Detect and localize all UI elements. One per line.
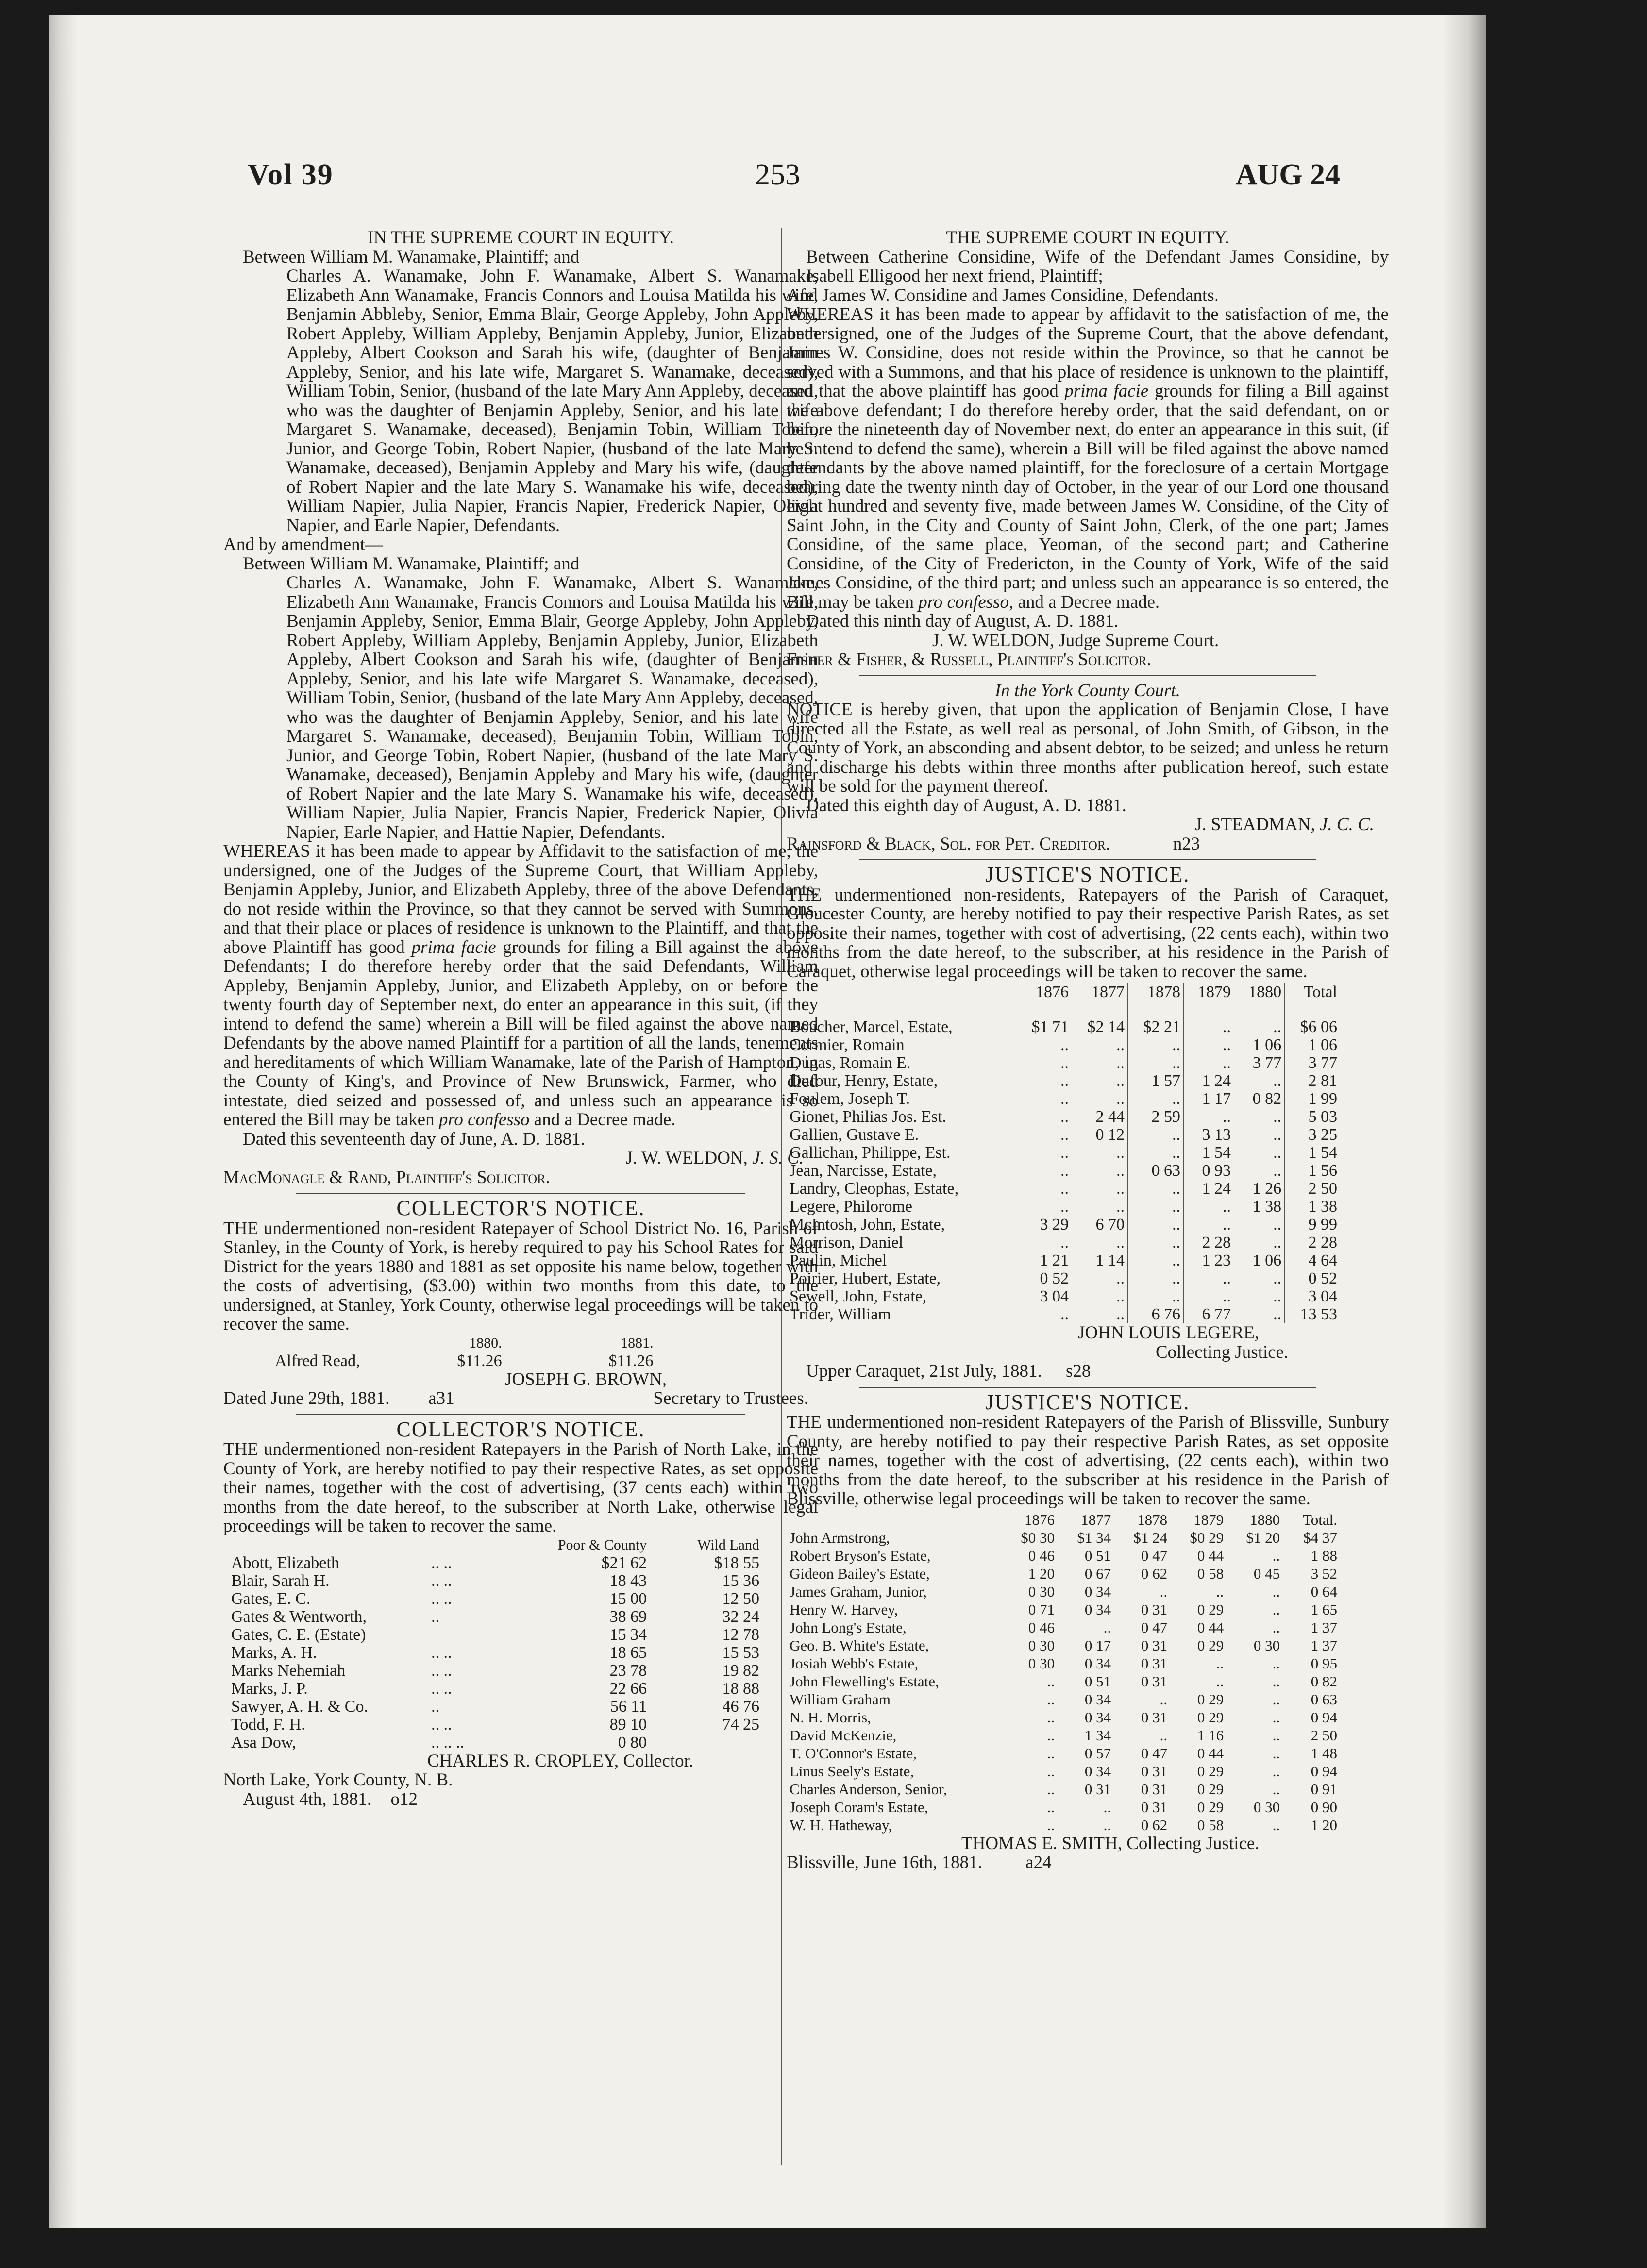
section-rule <box>859 859 1316 860</box>
rates-table <box>228 1536 762 1751</box>
and-line: And James W. Considine and James Considine, Defendants. <box>787 285 1219 305</box>
table-row: Joseph Coram's Estate, .. .. 0 31 0 29 0 30 0 90 <box>790 1798 1337 1816</box>
north-lake-collector-notice <box>223 1417 818 1809</box>
judge-signature: J. W. WELDON, Judge Supreme Court. <box>932 630 1219 650</box>
notice-body: THE undermentioned non-resident Ratepayers of the Parish of Blissville, Sunbury County, are hereby notified to pay their respective Parish Rates, as set opposite their names, together with the cost of advertising, (22 cents each), within two months from the date hereof, to the subscriber at his residence in the Parish of Blissville, otherwise legal proceedings will be taken to recover the same. <box>787 1412 1389 1509</box>
notice-title: COLLECTOR'S NOTICE. <box>396 1196 645 1220</box>
notice-body: NOTICE is hereby given, that upon the application of Benjamin Close, I have directed all the Estate, as well real as personal, of John Smith, of Gibson, in the County of York, an absconding and absent debtor, to be seized; and unless he return and discharge his debts within three months after publication hereof, such estate will be sold for the payment thereof. <box>787 700 1389 796</box>
page-number: 253 <box>755 158 800 191</box>
table-row: Josiah Webb's Estate, 0 30 0 34 0 31 .. .. 0 95 <box>790 1654 1337 1672</box>
table-row: John Long's Estate, 0 46 .. 0 47 0 44 .. 1 37 <box>790 1618 1337 1636</box>
table-row: Gallichan, Philippe, Est. .. .. .. 1 54 .. 1 54 <box>787 1144 1340 1162</box>
school-rates-table <box>272 1334 656 1370</box>
table-row: Alfred Read, $11.26 $11.26 <box>275 1351 654 1370</box>
dated-line: Dated this eighth day of August, A. D. 1881. <box>806 795 1126 816</box>
table-row: Dufour, Henry, Estate, .. .. 1 57 1 24 .. 2 81 <box>787 1072 1340 1090</box>
year-header: 1881. <box>621 1334 654 1351</box>
dated-line: Dated this seventeenth day of June, A. D. 1881. <box>243 1129 585 1149</box>
column-header: Wild Land <box>697 1536 759 1553</box>
table-row: Marks, A. H. .. .. 18 65 15 53 <box>231 1643 759 1662</box>
table-row: W. H. Hatheway, .. .. 0 62 0 58 .. 1 20 <box>790 1816 1337 1834</box>
table-row: Blair, Sarah H. .. .. 18 43 15 36 <box>231 1571 759 1590</box>
between-line: Between Catherine Considine, Wife of the Defendant James Considine, by Isabell Elligood her next friend, Plaintiff; <box>806 247 1389 286</box>
table-row: Geo. B. White's Estate, 0 30 0 17 0 31 0 29 0 30 1 37 <box>790 1636 1337 1654</box>
table-row: James Graham, Junior, 0 30 0 34 .. .. .. 0 64 <box>790 1583 1337 1600</box>
left-column <box>223 228 818 1809</box>
notice-body: WHEREAS it has been made to appear by Affidavit to the satisfaction of me, the undersigned, one of the Judges of the Supreme Court, that William Appleby, Benjamin Appleby, Junior, and Elizabeth Appleby, three of the above Defendants, do not reside within the Province, so that they cannot be served with Summons, and that their place or places of residence is unknown to the Plaintiff, and that the above Plaintiff has good prima facie grounds for filing a Bill against the above Defendants; I do therefore hereby order that the said Defendants, William Appleby, Benjamin Appleby, Junior, and Elizabeth Appleby, on or before the twenty fourth day of September next, do enter an appearance in this suit, (if they intend to defend the same) wherein a Bill will be filed against the above named Defendants by the above named Plaintiff for a partition of all the lands, tenements and hereditaments of which William Wanamake, late of the Parish of Hampton, in the County of King's, and Province of New Brunswick, Farmer, who died intestate, died seized and possessed of, and unless such an appearance is so entered the Bill may be taken pro confesso and a Decree made. <box>223 841 819 1130</box>
dated-line: August 4th, 1881. o12 <box>243 1789 418 1809</box>
notice-title: IN THE SUPREME COURT IN EQUITY. <box>368 228 674 248</box>
section-rule <box>296 1414 745 1415</box>
table-row: Henry W. Harvey, 0 71 0 34 0 31 0 29 .. 1 65 <box>790 1601 1337 1618</box>
table-row: John Flewelling's Estate, .. 0 51 0 31 .. .. 0 82 <box>790 1672 1337 1690</box>
table-row: Boucher, Marcel, Estate, $1 71 $2 14 $2 21 .. .. $6 06 <box>787 1018 1340 1036</box>
table-row: Poirier, Hubert, Estate, 0 52 .. .. .. .. 0 52 <box>787 1269 1340 1287</box>
table-row: Gideon Bailey's Estate, 1 20 0 67 0 62 0 58 0 45 3 52 <box>790 1565 1337 1582</box>
notice-title: In the York County Court. <box>994 680 1180 700</box>
table-row: Sawyer, A. H. & Co. .. 56 11 46 76 <box>231 1697 759 1716</box>
table-row: Gates & Wentworth, .. 38 69 32 24 <box>231 1607 759 1626</box>
table-row: John Armstrong, $0 30 $1 34 $1 24 $0 29 $1 20 $4 37 <box>790 1529 1337 1546</box>
table-row: Dugas, Romain E. .. .. .. .. 3 77 3 77 <box>787 1054 1340 1072</box>
section-rule <box>296 1193 745 1194</box>
solicitor-line: MacMonagle & Rand, Plaintiff's Solicitor. <box>223 1167 550 1187</box>
volume-label: Vol 39 <box>248 158 334 191</box>
signer: JOHN LOUIS LEGERE, <box>1078 1323 1260 1343</box>
section-rule <box>859 675 1316 676</box>
signer-role: Collecting Justice. <box>1156 1342 1289 1362</box>
table-row: N. H. Morris, .. 0 34 0 31 0 29 .. 0 94 <box>790 1708 1337 1726</box>
notice-body: THE undermentioned non-resident Ratepayer of School District No. 16, Parish of Stanley, in the County of York, is hereby required to pay his School Rates for said District for the years 1880 and 1881 as set opposite his name below, together with the costs of advertising, ($3.00) within two months from this date, to the undersigned, at Stanley, York County, otherwise legal proceedings will be taken to recover the same. <box>223 1218 818 1334</box>
notice-body: THE undermentioned non-residents, Ratepayers of the Parish of Caraquet, Gloucester County, are hereby notified to pay their respective Parish Rates, as set opposite their names, together with cost of advertising, (22 cents each), within two months from the date hereof, to the subscriber, at his residence in the Parish of Caraquet, otherwise legal proceedings will be taken to recover the same. <box>787 884 1389 982</box>
york-county-court-notice <box>787 681 1389 854</box>
supreme-court-notice <box>223 228 818 1187</box>
table-row: Gates, C. E. (Estate) 15 34 12 78 <box>231 1625 759 1644</box>
considine-court-notice <box>787 228 1389 669</box>
table-row: T. O'Connor's Estate, .. 0 57 0 47 0 44 .. 1 48 <box>790 1744 1337 1762</box>
between-line: Between William M. Wanamake, Plaintiff; and <box>243 247 580 267</box>
table-row: Landry, Cleophas, Estate, .. .. .. 1 24 1 26 2 50 <box>787 1180 1340 1198</box>
issue-date: AUG 24 <box>1235 158 1340 191</box>
amendment-line: And by amendment— <box>223 534 383 554</box>
table-row: Legere, Philorome .. .. .. .. 1 38 1 38 <box>787 1198 1340 1216</box>
parties-list-amended: Charles A. Wanamake, John F. Wanamake, Albert S. Wanamake, Elizabeth Ann Wanamake, Francis Connors and Louisa Matilda his wife, Benjamin Appleby, Senior, Emma Blair, George Appleby, John Appleby, Robert Appleby, William Appleby, Benjamin Appleby, Junior, Elizabeth Appleby, Albert Cookson and Sarah his wife, (daughter of Benjamin Appleby, Senior, and his late wife Margaret S. Wanamake, deceased), William Tobin, Senior, (husband of the late Mary Ann Appleby, deceased, who was the daughter of Benjamin Appleby, Senior, and his late wife Margaret S. Wanamake, deceased), Benjamin Tobin, William Tobin, Junior, and George Tobin, Robert Napier, (husband of the late Mary S. Wanamake, deceased), Benjamin Appleby and Mary his wife, (daughter of Robert Napier and the late Mary S. Wanamake his wife, deceased), William Napier, Julia Napier, Francis Napier, Frederick Napier, Olivia Napier, Earle Napier, and Hattie Napier, Defendants. <box>286 573 818 842</box>
parties-list: Charles A. Wanamake, John F. Wanamake, Albert S. Wanamake, Elizabeth Ann Wanamake, Francis Connors and Louisa Matilda his wife, Benjamin Abbleby, Senior, Emma Blair, George Appleby, John Appleby, Robert Appleby, William Appleby, Benjamin Appleby, Junior, Elizabeth Appleby, Albert Cookson and Sarah his wife, (daughter of Benjamin Appleby, Senior, and his late wife, Margaret S. Wanamake, deceased), William Tobin, Senior, (husband of the late Mary Ann Appleby, deceased, who was the daughter of Benjamin Appleby, Senior, and his late wife Margaret S. Wanamake, deceased), Benjamin Tobin, William Tobin, Junior, and George Tobin, Robert Napier, (husband of the late Mary S. Wanamake, deceased), Benjamin Appleby and Mary his wife, (daughter of Robert Napier and the late Mary S. Wanamake his wife, deceased), William Napier, Julia Napier, Francis Napier, Frederick Napier, Olivia Napier, and Earle Napier, Defendants. <box>286 266 818 535</box>
table-row: Charles Anderson, Senior, .. 0 31 0 31 0 29 .. 0 91 <box>790 1780 1337 1798</box>
caraquet-justice-notice <box>787 865 1389 1381</box>
dated-line: Blissville, June 16th, 1881. a24 <box>787 1852 1052 1872</box>
table-row: Paulin, Michel 1 21 1 14 .. 1 23 1 06 4 64 <box>787 1251 1340 1269</box>
blissville-justice-notice <box>787 1390 1389 1872</box>
table-row: Abott, Elizabeth .. .. $21 62 $18 55 <box>231 1553 759 1572</box>
notice-title: COLLECTOR'S NOTICE. <box>396 1417 645 1441</box>
table-row: Jean, Narcisse, Estate, .. .. 0 63 0 93 .. 1 56 <box>787 1162 1340 1180</box>
notice-title: JUSTICE'S NOTICE. <box>985 1390 1190 1414</box>
solicitor-line: Fisher & Fisher, & Russell, Plaintiff's Solicitor. <box>787 650 1151 669</box>
place-line: North Lake, York County, N. B. <box>223 1770 453 1790</box>
judge-signature: J. W. WELDON, J. S. C. <box>625 1148 804 1168</box>
judge-signature: J. STEADMAN, J. C. C. <box>1195 815 1374 834</box>
page-header <box>248 158 1340 197</box>
signer: THOMAS E. SMITH, Collecting Justice. <box>961 1833 1260 1853</box>
table-row: Gallien, Gustave E. .. 0 12 .. 3 13 .. 3 25 <box>787 1126 1340 1144</box>
caraquet-rates-table: 1876 1877 1878 1879 1880 Total Boucher, Marcel, Estate, $1 71 $2 14 $2 21 .. .. $6 06 Cormier, Romain .. .. .. .. 1 06 1 06 Dugas, Romain E. .. .. .. .. 3 77 3 77 Dufour, Henry, Estate, .. .. 1 57 1 24 .. 2 81 Foulem, Joseph T. .. .. .. 1 17 0 82 1 99 Gionet, Philias Jos. Est. .. 2 44 2 59 .. .. 5 03 Gallien, Gustave E. .. 0 12 .. 3 13 .. 3 25 Gallichan, Philippe, Est. .. .. .. 1 54 .. 1 54 Jean, Narcisse, Estate, .. .. 0 63 0 93 .. 1 56 Landry, Cleophas, Estate, .. .. .. 1 24 1 26 2 50 Legere, Philorome .. .. .. .. 1 38 1 38 McIntosh, John, Estate, 3 29 6 70 .. .. .. 9 99 Morrison, Daniel .. .. .. 2 28 .. 2 28 Paulin, Michel 1 21 1 14 .. 1 23 1 06 4 64 Poirier, Hubert, Estate, 0 52 .. .. .. .. 0 52 Sewell, John, Estate, 3 04 .. .. .. .. 3 04 Trider, William .. .. 6 76 6 77 .. 13 53 <box>787 983 1340 1323</box>
notice-title: THE SUPREME COURT IN EQUITY. <box>946 228 1229 248</box>
page-right-edge <box>1442 15 1486 2228</box>
column-header: Poor & County <box>557 1536 647 1553</box>
signer: CHARLES R. CROPLEY, Collector. <box>427 1751 694 1771</box>
dated-line: Dated June 29th, 1881. a31 Secretary to Trustees. <box>223 1388 808 1408</box>
between-line-amended: Between William M. Wanamake, Plaintiff; and <box>243 553 580 574</box>
table-row: Todd, F. H. .. .. 89 10 74 25 <box>231 1715 759 1734</box>
signer: JOSEPH G. BROWN, <box>505 1369 667 1389</box>
stanley-collector-notice <box>223 1196 818 1408</box>
table-row: Morrison, Daniel .. .. .. 2 28 .. 2 28 <box>787 1234 1340 1251</box>
table-row: Gionet, Philias Jos. Est. .. 2 44 2 59 .. .. 5 03 <box>787 1108 1340 1126</box>
table-row: Trider, William .. .. 6 76 6 77 .. 13 53 <box>787 1305 1340 1323</box>
table-row: Linus Seely's Estate, .. 0 34 0 31 0 29 .. 0 94 <box>790 1762 1337 1780</box>
table-row: David McKenzie, .. 1 34 .. 1 16 .. 2 50 <box>790 1726 1337 1744</box>
table-row: Cormier, Romain .. .. .. .. 1 06 1 06 <box>787 1036 1340 1054</box>
dated-line: Dated this ninth day of August, A. D. 1881. <box>806 611 1119 631</box>
table-row: Robert Bryson's Estate, 0 46 0 51 0 47 0 44 .. 1 88 <box>790 1547 1337 1564</box>
table-row: Gates, E. C. .. .. 15 00 12 50 <box>231 1589 759 1608</box>
dated-line: Upper Caraquet, 21st July, 1881. s28 <box>806 1361 1091 1381</box>
table-row: Foulem, Joseph T. .. .. .. 1 17 0 82 1 99 <box>787 1090 1340 1108</box>
scanned-page <box>49 15 1486 2228</box>
notice-body: WHEREAS it has been made to appear by affidavit to the satisfaction of me, the undersigned, one of the Judges of the Supreme Court, that the above defendant, James W. Considine, does not reside within the Province, so that he cannot be served with a Summons, and that his place of residence is unknown to the plaintiff, and that the above plaintiff has good prima facie grounds for filing a Bill against the above defendant; I do therefore hereby order, that the said defendant, on or before the nineteenth day of November next, do enter an appearance in this suit, (if he intend to defend the same), wherein a Bill will be filed against the above named defendants by the above named plaintiff, for the foreclosure of a certain Mortgage bearing date the twenty ninth day of October, in the year of our Lord one thousand eight hundred and seventy five, made between James W. Considine, of the City of Saint John, in the City and County of Saint John, Clerk, of the one part; James Considine, of the same place, Yeoman, of the second part; and Catherine Considine, of the City of Fredericton, in the County of York, Wife of the said James Considine, of the third part; and unless such an appearance is so entered, the Bill may be taken pro confesso, and a Decree made. <box>787 304 1389 612</box>
table-row: Asa Dow, .. .. .. 0 80 <box>231 1733 647 1751</box>
table-row: William Graham .. 0 34 .. 0 29 .. 0 63 <box>790 1690 1337 1708</box>
solicitor-line: Rainsford & Black, Sol. for Pet. Creditor. n23 <box>787 834 1200 854</box>
year-header: 1880. <box>469 1334 502 1351</box>
section-rule <box>859 1387 1316 1388</box>
table-row: Marks Nehemiah .. .. 23 78 19 82 <box>231 1661 759 1680</box>
table-row: Marks, J. P. .. .. 22 66 18 88 <box>231 1679 759 1698</box>
table-row: Sewell, John, Estate, 3 04 .. .. .. .. 3 04 <box>787 1287 1340 1305</box>
page-binding-edge <box>49 15 78 2228</box>
table-row: McIntosh, John, Estate, 3 29 6 70 .. .. .. 9 99 <box>787 1216 1340 1234</box>
notice-title: JUSTICE'S NOTICE. <box>985 863 1190 886</box>
right-column <box>787 228 1389 1872</box>
notice-body: THE undermentioned non-resident Ratepayers in the Parish of North Lake, in the County of York, are hereby notified to pay their respective Rates, as set opposite their names, together with the cost of advertising, (37 cents each) within two months from the date hereof, to the subscriber at North Lake, otherwise legal proceedings will be taken to recover the same. <box>223 1439 818 1536</box>
blissville-rates-table: 1876 1877 1878 1879 1880 Total. John Armstrong, $0 30 $1 34 $1 24 $0 29 $1 20 $4 37 Robert Bryson's Estate, 0 46 0 51 0 47 0 44 .. 1 88 Gideon Bailey's Estate, 1 20 0 67 0 62 0 58 0 45 3 52 James Graham, Junior, 0 30 0 34 .. .. .. 0 64 Henry W. Harvey, 0 71 0 34 0 31 0 29 .. 1 65 John Long's Estate, 0 46 .. 0 47 0 44 .. 1 37 Geo. B. White's Estate, 0 30 0 17 0 31 0 29 0 30 1 37 Josiah Webb's Estate, 0 30 0 34 0 31 .. .. 0 95 John Flewelling's Estate, .. 0 51 0 31 .. .. 0 82 William Graham .. 0 34 .. 0 29 .. 0 63 N. H. Morris, .. 0 34 0 31 0 29 .. 0 94 David McKenzie, .. 1 34 .. 1 16 .. 2 50 T. O'Connor's Estate, .. 0 57 0 47 0 44 .. 1 48 Linus Seely's Estate, .. 0 34 0 31 0 29 .. 0 94 Charles Anderson, Senior, .. 0 31 0 31 0 29 .. 0 91 Joseph Coram's Estate, .. .. 0 31 0 29 0 30 0 90 W. H. Hatheway, .. .. 0 62 0 58 .. 1 20 <box>787 1511 1340 1834</box>
